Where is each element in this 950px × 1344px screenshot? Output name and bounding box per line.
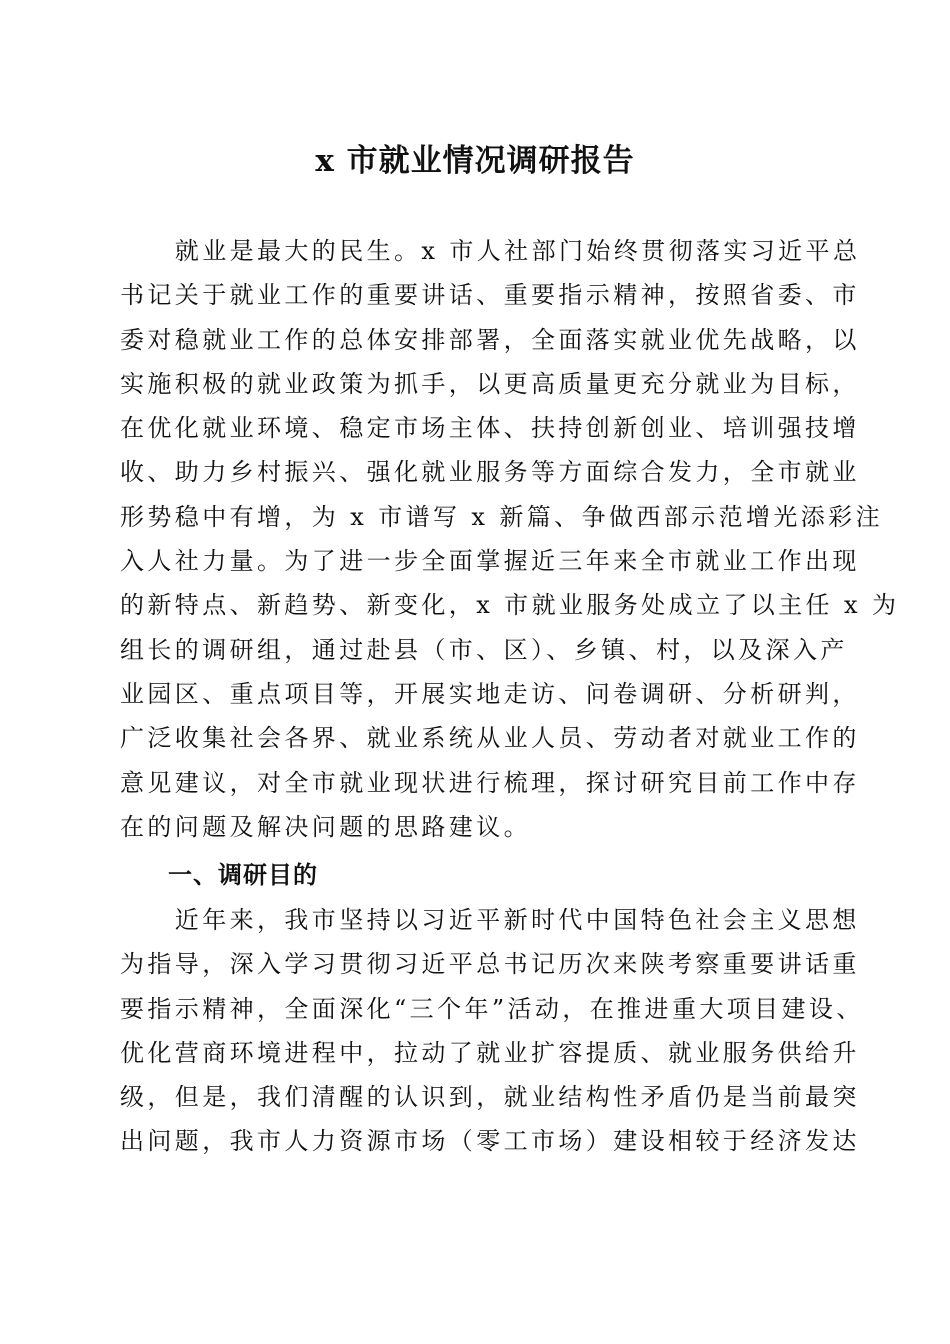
paragraph-line: 出问题，我市人力资源市场（零工市场）建设相较于经济发达 [120,1127,860,1156]
paragraph-line: 级，但是，我们清醒的认识到，就业结构性矛盾仍是当前最突 [120,1083,860,1112]
paragraph-line: 书记关于就业工作的重要讲话、重要指示精神，按照省委、市 [120,281,860,310]
paragraph-line: 广泛收集社会各界、就业系统从业人员、劳动者对就业工作的 [120,724,860,753]
paragraph-line: 实施积极的就业政策为抓手，以更高质量更充分就业为目标， [120,369,860,398]
paragraph-line: 在的问题及解决问题的思路建议。 [120,812,531,841]
paragraph-line: 就业是最大的民生。x 市人社部门始终贯彻落实习近平总 [120,237,861,265]
paragraph-line: 入人社力量。为了进一步全面掌握近三年来全市就业工作出现 [120,547,860,576]
intro-paragraph [120,229,900,849]
paragraph-line: 委对稳就业工作的总体安排部署，全面落实就业优先战略，以 [120,325,860,354]
paragraph-line: 意见建议，对全市就业现状进行梳理，探讨研究目前工作中存 [120,768,860,797]
paragraph-line: 为指导，深入学习贯彻习近平总书记历次来陕考察重要讲话重 [120,950,860,979]
section-paragraph [120,898,864,1164]
paragraph-line: 在优化就业环境、稳定市场主体、扶持创新创业、培训强技增 [120,414,860,443]
paragraph-line: 要指示精神，全面深化“三个年”活动，在推进重大项目建设、 [120,994,864,1023]
paragraph-line: 收、助力乡村振兴、强化就业服务等方面综合发力，全市就业 [120,458,860,487]
paragraph-line: 的新特点、新趋势、新变化，x 市就业服务处成立了以主任 x 为 [120,591,900,620]
paragraph-line: 组长的调研组，通过赴县（市、区）、乡镇、村，以及深入产 [120,635,848,664]
paragraph-line: 形势稳中有增，为 x 市谱写 x 新篇、争做西部示范增光添彩注 [120,502,883,531]
paragraph-line: 近年来，我市坚持以习近平新时代中国特色社会主义思想 [120,906,860,934]
section-heading: 一、调研目的 [168,861,318,889]
paragraph-line: 业园区、重点项目等，开展实地走访、问卷调研、分析研判， [120,679,860,708]
paragraph-line: 优化营商环境进程中，拉动了就业扩容提质、就业服务供给升 [120,1038,860,1067]
document-title: x 市就业情况调研报告 [315,143,635,179]
